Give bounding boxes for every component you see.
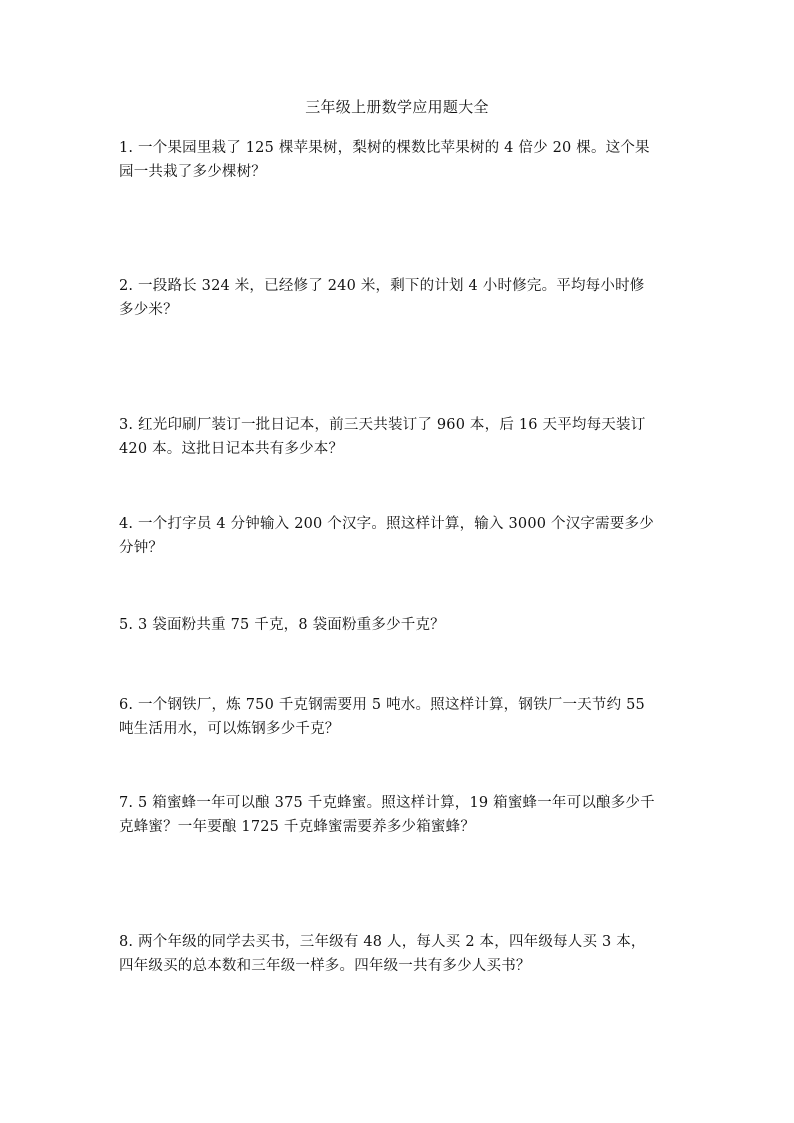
- question-3-line-2: 420 本。这批日记本共有多少本？: [119, 441, 344, 457]
- question-6: [119, 693, 679, 741]
- question-1-line-1: 1. 一个果园里栽了 125 棵苹果树，梨树的棵数比苹果树的 4 倍少 20 棵。这个果: [119, 140, 650, 156]
- question-4: [119, 512, 679, 560]
- question-8-line-1: 8. 两个年级的同学去买书，三年级有 48 人，每人买 2 本，四年级每人买 3 本，: [119, 934, 646, 950]
- document-title: 三年级上册数学应用题大全: [305, 98, 489, 116]
- question-1: [119, 136, 679, 184]
- question-8-line-2: 四年级买的总本数和三年级一样多。四年级一共有多少人买书？: [119, 958, 531, 974]
- question-2-line-1: 2. 一段路长 324 米，已经修了 240 米，剩下的计划 4 小时修完。平均每小时修: [119, 278, 645, 294]
- question-5: [119, 613, 679, 637]
- question-3-line-1: 3. 红光印刷厂装订一批日记本，前三天共装订了 960 本，后 16 天平均每天装订: [119, 417, 646, 433]
- question-7: [119, 791, 679, 839]
- question-3: [119, 413, 679, 461]
- question-6-line-1: 6. 一个钢铁厂，炼 750 千克钢需要用 5 吨水。照这样计算，钢铁厂一天节约 55: [119, 697, 645, 713]
- question-5-line-1: 5. 3 袋面粉共重 75 千克，8 袋面粉重多少千克？: [119, 617, 445, 633]
- question-6-line-2: 吨生活用水，可以炼钢多少千克？: [119, 721, 340, 737]
- question-7-line-1: 7. 5 箱蜜蜂一年可以酿 375 千克蜂蜜。照这样计算，19 箱蜜蜂一年可以酿多少千: [119, 795, 655, 811]
- question-2: [119, 274, 679, 322]
- question-4-line-1: 4. 一个打字员 4 分钟输入 200 个汉字。照这样计算，输入 3000 个汉字需要多少: [119, 516, 654, 532]
- question-4-line-2: 分钟？: [119, 540, 164, 556]
- question-1-line-2: 园一共栽了多少棵树？: [119, 164, 266, 180]
- question-2-line-2: 多少米？: [119, 302, 178, 318]
- question-8: [119, 930, 679, 978]
- question-7-line-2: 克蜂蜜？一年要酿 1725 千克蜂蜜需要养多少箱蜜蜂？: [119, 819, 476, 835]
